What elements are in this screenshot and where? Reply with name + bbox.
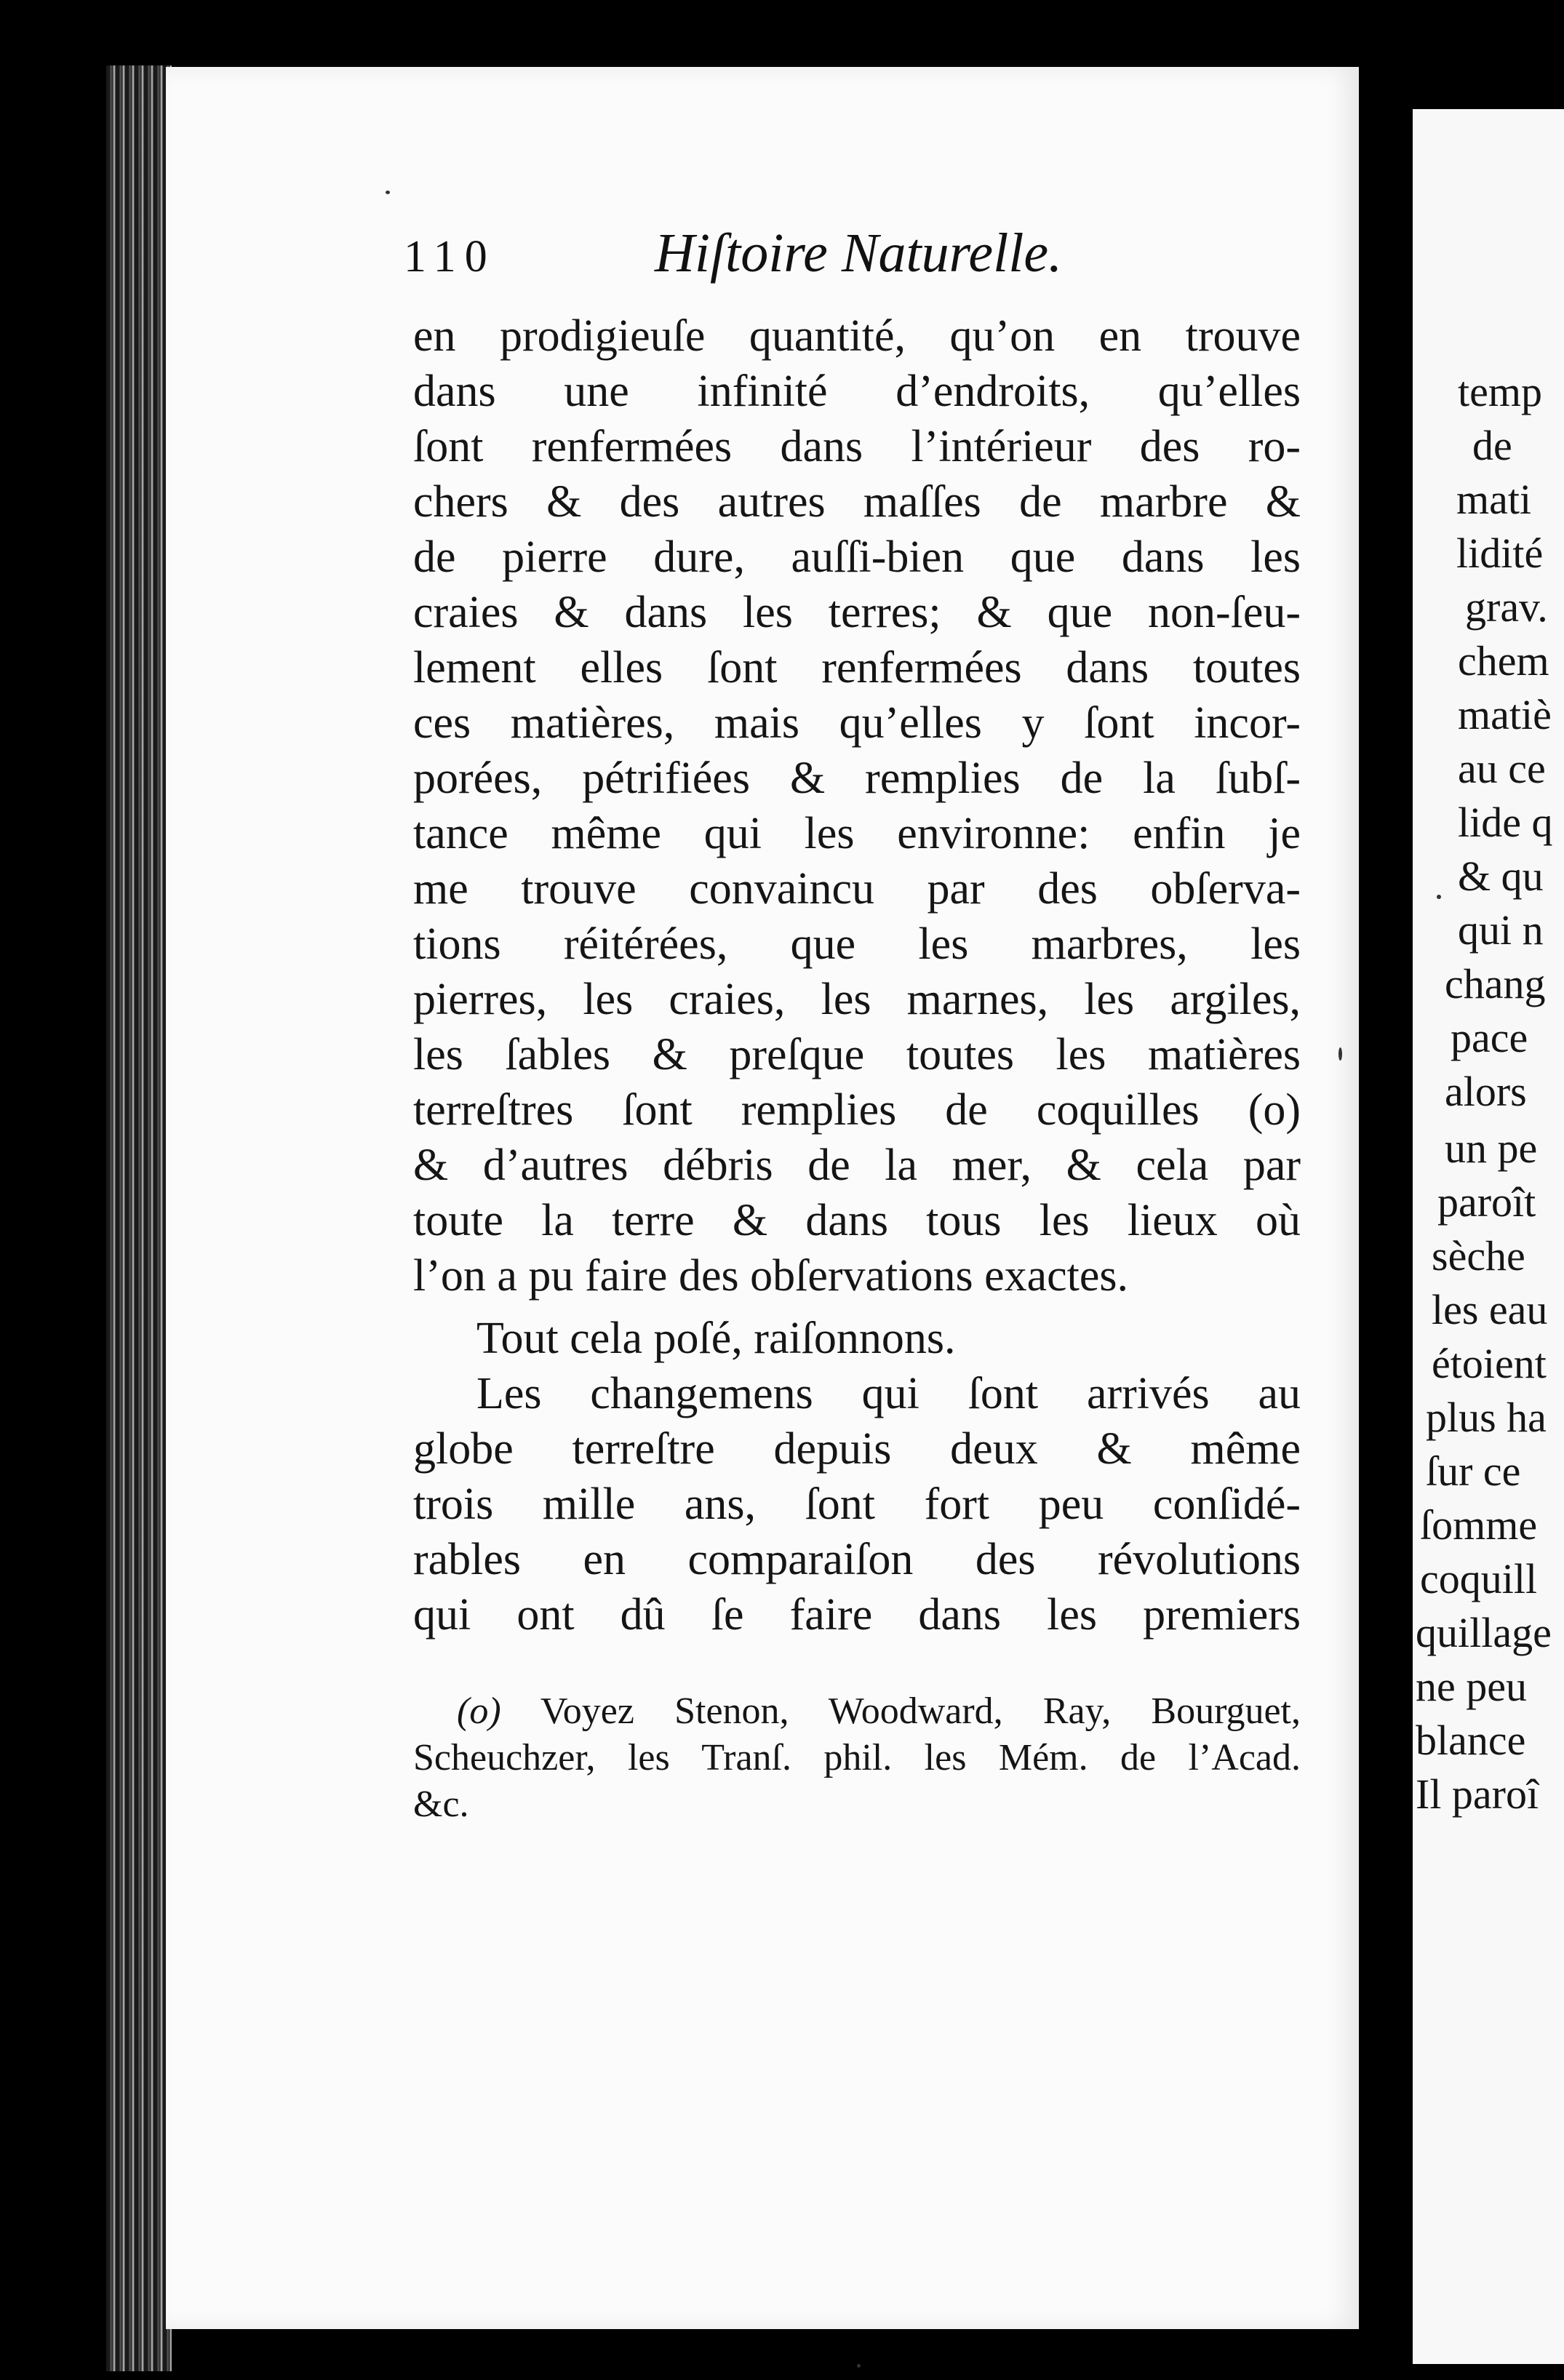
body-line: terreſtres ſont remplies de coquilles (o) (413, 1085, 1301, 1135)
body-line: pierres, les craies, les marnes, les argiles, (413, 975, 1301, 1024)
scan-speck (1338, 1047, 1342, 1061)
body-line: lement elles ſont renfermées dans toutes (413, 643, 1301, 692)
scan-speck (1437, 895, 1441, 899)
facing-line: ſur ce (1426, 1447, 1521, 1495)
facing-line: sèche (1432, 1232, 1525, 1279)
facing-line: paroît (1437, 1178, 1536, 1226)
facing-line: coquill (1420, 1555, 1538, 1602)
body-line: craies & dans les terres; & que non-ſeu- (413, 588, 1301, 637)
body-line: les ſables & preſque toutes les matières (413, 1030, 1301, 1079)
facing-line: de (1472, 422, 1512, 469)
body-line: & d’autres débris de la mer, & cela par (413, 1141, 1301, 1190)
facing-line: Il paroî (1416, 1770, 1539, 1818)
body-line: porées, pétrifiées & remplies de la ſubſ- (413, 754, 1301, 803)
body-line: de pierre dure, auſſi-bien que dans les (413, 532, 1301, 582)
facing-line: & qu (1458, 852, 1544, 900)
facing-line: étoient (1432, 1340, 1547, 1387)
book-gutter (1359, 87, 1411, 2379)
facing-line: mati (1456, 476, 1532, 523)
facing-line: lidité (1456, 530, 1544, 577)
running-title: Hiſtoire Naturelle. (655, 223, 1063, 284)
body-line: rables en comparaiſon des révolutions (413, 1535, 1301, 1584)
body-line: Les changemens qui ſont arrivés au (476, 1369, 1301, 1418)
facing-line: temp (1458, 368, 1542, 415)
facing-line: grav. (1465, 583, 1548, 631)
body-line: qui ont dû ſe faire dans les premiers (413, 1590, 1301, 1640)
body-line: ſont renfermées dans l’intérieur des ro- (413, 422, 1301, 471)
facing-line: ne peu (1416, 1663, 1527, 1710)
scan-speck (857, 2364, 861, 2368)
body-line: toute la terre & dans tous les lieux où (413, 1196, 1301, 1245)
facing-line: chang (1445, 960, 1546, 1007)
footnote-mark: (o) (457, 1690, 501, 1732)
right-page-fragment (1413, 109, 1564, 2364)
body-line: tions réitérées, que les marbres, les (413, 919, 1301, 969)
body-line: ces matières, mais qu’elles y ſont incor- (413, 698, 1301, 748)
body-line: Tout cela poſé, raiſonnons. (476, 1314, 956, 1363)
footnote-line-1 (457, 1689, 1301, 1734)
facing-line: au ce (1458, 745, 1546, 792)
body-line: chers & des autres maſſes de marbre & (413, 477, 1301, 527)
body-line: en prodigieuſe quantité, qu’on en trouve (413, 311, 1301, 361)
body-line: me trouve convaincu par des obſerva- (413, 864, 1301, 914)
facing-line: plus ha (1426, 1394, 1547, 1441)
body-line: globe terreſtre depuis deux & même (413, 1424, 1301, 1474)
page-number: 110 (404, 232, 496, 281)
facing-line: un pe (1445, 1125, 1538, 1172)
footnote-line-2: Scheuchzer, les Tranſ. phil. les Mém. de l’Acad. (413, 1737, 1301, 1778)
facing-line: matiè (1458, 691, 1552, 738)
footnote-text: Voyez Stenon, Woodward, Ray, Bourguet, (540, 1690, 1301, 1732)
book-block-edge (102, 65, 172, 2371)
facing-line: alors (1445, 1068, 1527, 1115)
facing-line: blance (1416, 1717, 1526, 1764)
scan-speck (386, 191, 390, 194)
facing-line: quillage (1416, 1609, 1552, 1656)
facing-line: pace (1451, 1014, 1528, 1061)
facing-line: qui n (1458, 906, 1544, 954)
facing-line: chem (1458, 637, 1549, 684)
footnote-line-3: &c. (413, 1784, 469, 1825)
facing-line: lide q (1458, 799, 1553, 846)
body-line: l’on a pu faire des obſervations exactes. (413, 1251, 1129, 1301)
body-line: dans une infinité d’endroits, qu’elles (413, 367, 1301, 416)
facing-line: les eau (1432, 1286, 1548, 1333)
body-line: trois mille ans, ſont fort peu conſidé- (413, 1479, 1301, 1529)
facing-line: ſomme (1420, 1501, 1538, 1549)
body-line: tance même qui les environne: enfin je (413, 809, 1301, 858)
